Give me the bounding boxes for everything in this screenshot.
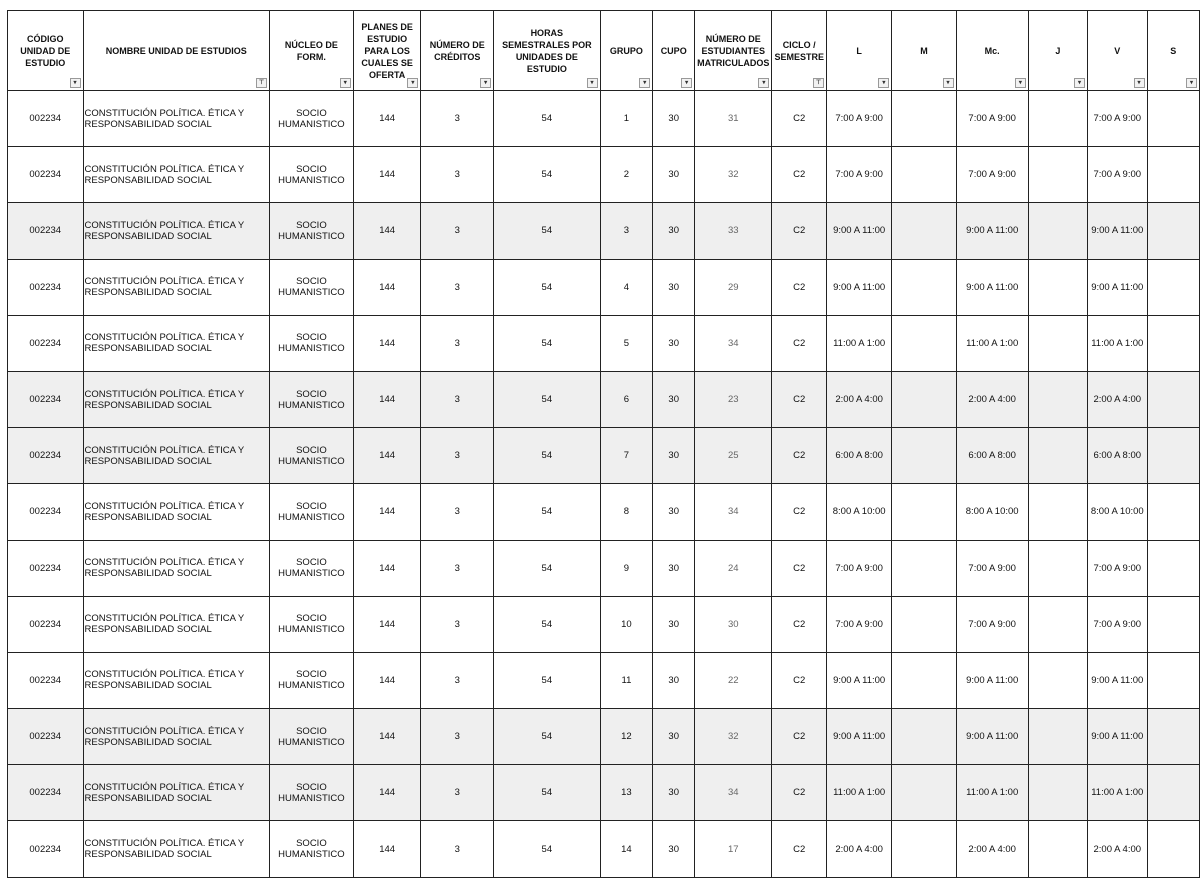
- cell-grupo[interactable]: 13: [600, 765, 653, 821]
- cell-planes[interactable]: 144: [353, 147, 421, 203]
- cell-planes[interactable]: 144: [353, 371, 421, 427]
- cell-nucleo[interactable]: SOCIO HUMANISTICO: [270, 821, 354, 877]
- table-row: [8, 765, 1200, 821]
- cell-matriculados[interactable]: 25: [695, 428, 772, 484]
- filter-dropdown-icon[interactable]: ▾: [1015, 78, 1026, 88]
- table-row: [8, 371, 1200, 427]
- table-row: [8, 147, 1200, 203]
- cell-martes[interactable]: [892, 428, 956, 484]
- cell-codigo[interactable]: 002234: [8, 821, 84, 877]
- table-row: [8, 821, 1200, 877]
- cell-horas[interactable]: 54: [494, 821, 600, 877]
- cell-matriculados[interactable]: 22: [695, 652, 772, 708]
- cell-grupo[interactable]: 10: [600, 596, 653, 652]
- cell-cupo[interactable]: 30: [653, 315, 695, 371]
- filter-dropdown-icon[interactable]: ▾: [70, 78, 81, 88]
- cell-sabado[interactable]: [1147, 259, 1199, 315]
- cell-martes[interactable]: [892, 652, 956, 708]
- cell-nombre[interactable]: CONSTITUCIÓN POLÍTICA. ÉTICA Y RESPONSABILIDAD SOCIAL: [83, 91, 270, 147]
- cell-grupo[interactable]: 4: [600, 259, 653, 315]
- cell-miercoles[interactable]: 7:00 A 9:00: [956, 540, 1028, 596]
- cell-matriculados[interactable]: 34: [695, 484, 772, 540]
- header-label: CUPO: [660, 45, 687, 56]
- column-header-matriculados: [695, 11, 772, 91]
- cell-lunes[interactable]: 7:00 A 9:00: [826, 91, 891, 147]
- cell-cupo[interactable]: 30: [653, 540, 695, 596]
- cell-horas[interactable]: 54: [494, 315, 600, 371]
- header-label: M: [920, 45, 928, 56]
- cell-horas[interactable]: 54: [494, 371, 600, 427]
- column-header-nucleo: [270, 11, 354, 91]
- cell-grupo[interactable]: 5: [600, 315, 653, 371]
- cell-jueves[interactable]: [1028, 203, 1087, 259]
- cell-nombre[interactable]: CONSTITUCIÓN POLÍTICA. ÉTICA Y RESPONSABILIDAD SOCIAL: [83, 652, 270, 708]
- cell-planes[interactable]: 144: [353, 259, 421, 315]
- cell-planes[interactable]: 144: [353, 765, 421, 821]
- cell-viernes[interactable]: 6:00 A 8:00: [1088, 428, 1148, 484]
- cell-ciclo[interactable]: C2: [772, 315, 827, 371]
- cell-horas[interactable]: 54: [494, 540, 600, 596]
- cell-nombre[interactable]: CONSTITUCIÓN POLÍTICA. ÉTICA Y RESPONSABILIDAD SOCIAL: [83, 147, 270, 203]
- header-label: GRUPO: [609, 45, 643, 56]
- cell-codigo[interactable]: 002234: [8, 596, 84, 652]
- cell-martes[interactable]: [892, 259, 956, 315]
- cell-sabado[interactable]: [1147, 147, 1199, 203]
- cell-nucleo[interactable]: SOCIO HUMANISTICO: [270, 540, 354, 596]
- filter-dropdown-icon[interactable]: ▾: [681, 78, 692, 88]
- header-label: J: [1055, 45, 1061, 56]
- table-row: [8, 709, 1200, 765]
- filter-dropdown-icon[interactable]: ▾: [340, 78, 351, 88]
- cell-nombre[interactable]: CONSTITUCIÓN POLÍTICA. ÉTICA Y RESPONSABILIDAD SOCIAL: [83, 203, 270, 259]
- cell-planes[interactable]: 144: [353, 709, 421, 765]
- cell-ciclo[interactable]: C2: [772, 709, 827, 765]
- header-label: PLANES DE ESTUDIO PARA LOS CUALES SE OFERTA: [361, 21, 413, 80]
- cell-sabado[interactable]: [1147, 652, 1199, 708]
- cell-martes[interactable]: [892, 709, 956, 765]
- cell-martes[interactable]: [892, 484, 956, 540]
- cell-creditos[interactable]: 3: [421, 371, 494, 427]
- cell-jueves[interactable]: [1028, 540, 1087, 596]
- cell-jueves[interactable]: [1028, 709, 1087, 765]
- cell-nombre[interactable]: CONSTITUCIÓN POLÍTICA. ÉTICA Y RESPONSABILIDAD SOCIAL: [83, 821, 270, 877]
- cell-cupo[interactable]: 30: [653, 484, 695, 540]
- cell-nucleo[interactable]: SOCIO HUMANISTICO: [270, 428, 354, 484]
- cell-grupo[interactable]: 1: [600, 91, 653, 147]
- cell-ciclo[interactable]: C2: [772, 821, 827, 877]
- cell-cupo[interactable]: 30: [653, 428, 695, 484]
- cell-sabado[interactable]: [1147, 428, 1199, 484]
- cell-sabado[interactable]: [1147, 91, 1199, 147]
- cell-grupo[interactable]: 12: [600, 709, 653, 765]
- cell-horas[interactable]: 54: [494, 147, 600, 203]
- cell-sabado[interactable]: [1147, 596, 1199, 652]
- table-row: [8, 652, 1200, 708]
- cell-jueves[interactable]: [1028, 259, 1087, 315]
- cell-lunes[interactable]: 7:00 A 9:00: [826, 540, 891, 596]
- cell-ciclo[interactable]: C2: [772, 259, 827, 315]
- column-header-sabado: [1147, 11, 1199, 91]
- header-label: NÚMERO DE ESTUDIANTES MATRICULADOS: [697, 33, 770, 68]
- cell-ciclo[interactable]: C2: [772, 147, 827, 203]
- cell-cupo[interactable]: 30: [653, 147, 695, 203]
- filter-dropdown-icon[interactable]: ▾: [1186, 78, 1197, 88]
- cell-planes[interactable]: 144: [353, 821, 421, 877]
- cell-cupo[interactable]: 30: [653, 709, 695, 765]
- cell-jueves[interactable]: [1028, 765, 1087, 821]
- cell-sabado[interactable]: [1147, 709, 1199, 765]
- cell-cupo[interactable]: 30: [653, 203, 695, 259]
- header-label: S: [1170, 45, 1177, 56]
- cell-martes[interactable]: [892, 765, 956, 821]
- cell-nucleo[interactable]: SOCIO HUMANISTICO: [270, 371, 354, 427]
- cell-miercoles[interactable]: 9:00 A 11:00: [956, 259, 1028, 315]
- header-label: NÚMERO DE CRÉDITOS: [429, 39, 485, 62]
- cell-miercoles[interactable]: 7:00 A 9:00: [956, 147, 1028, 203]
- cell-martes[interactable]: [892, 371, 956, 427]
- cell-sabado[interactable]: [1147, 540, 1199, 596]
- filter-dropdown-icon[interactable]: ▾: [878, 78, 889, 88]
- cell-planes[interactable]: 144: [353, 91, 421, 147]
- column-header-planes: [353, 11, 421, 91]
- cell-miercoles[interactable]: 7:00 A 9:00: [956, 91, 1028, 147]
- filter-dropdown-icon[interactable]: ▾: [1074, 78, 1085, 88]
- column-header-creditos: [421, 11, 494, 91]
- cell-martes[interactable]: [892, 203, 956, 259]
- cell-viernes[interactable]: 8:00 A 10:00: [1088, 484, 1148, 540]
- filter-dropdown-icon[interactable]: ▾: [943, 78, 954, 88]
- cell-matriculados[interactable]: 30: [695, 596, 772, 652]
- cell-codigo[interactable]: 002234: [8, 147, 84, 203]
- cell-nombre[interactable]: CONSTITUCIÓN POLÍTICA. ÉTICA Y RESPONSABILIDAD SOCIAL: [83, 540, 270, 596]
- cell-nombre[interactable]: CONSTITUCIÓN POLÍTICA. ÉTICA Y RESPONSABILIDAD SOCIAL: [83, 484, 270, 540]
- cell-creditos[interactable]: 3: [421, 147, 494, 203]
- cell-creditos[interactable]: 3: [421, 540, 494, 596]
- cell-creditos[interactable]: 3: [421, 652, 494, 708]
- cell-miercoles[interactable]: 8:00 A 10:00: [956, 484, 1028, 540]
- cell-creditos[interactable]: 3: [421, 709, 494, 765]
- table-row: [8, 428, 1200, 484]
- cell-matriculados[interactable]: 24: [695, 540, 772, 596]
- table-row: [8, 91, 1200, 147]
- cell-horas[interactable]: 54: [494, 428, 600, 484]
- cell-cupo[interactable]: 30: [653, 371, 695, 427]
- cell-miercoles[interactable]: 9:00 A 11:00: [956, 203, 1028, 259]
- cell-grupo[interactable]: 14: [600, 821, 653, 877]
- cell-ciclo[interactable]: C2: [772, 540, 827, 596]
- cell-viernes[interactable]: 7:00 A 9:00: [1088, 596, 1148, 652]
- table-body: [8, 91, 1200, 878]
- cell-sabado[interactable]: [1147, 821, 1199, 877]
- cell-miercoles[interactable]: 6:00 A 8:00: [956, 428, 1028, 484]
- cell-miercoles[interactable]: 2:00 A 4:00: [956, 371, 1028, 427]
- cell-sabado[interactable]: [1147, 484, 1199, 540]
- cell-lunes[interactable]: 8:00 A 10:00: [826, 484, 891, 540]
- filter-active-icon[interactable]: ⊤: [256, 78, 267, 88]
- cell-nucleo[interactable]: SOCIO HUMANISTICO: [270, 203, 354, 259]
- cell-grupo[interactable]: 7: [600, 428, 653, 484]
- cell-creditos[interactable]: 3: [421, 259, 494, 315]
- column-header-nombre: [83, 11, 270, 91]
- cell-nombre[interactable]: CONSTITUCIÓN POLÍTICA. ÉTICA Y RESPONSABILIDAD SOCIAL: [83, 596, 270, 652]
- cell-planes[interactable]: 144: [353, 428, 421, 484]
- cell-miercoles[interactable]: 2:00 A 4:00: [956, 821, 1028, 877]
- cell-planes[interactable]: 144: [353, 484, 421, 540]
- cell-horas[interactable]: 54: [494, 765, 600, 821]
- filter-dropdown-icon[interactable]: ▾: [639, 78, 650, 88]
- cell-viernes[interactable]: 7:00 A 9:00: [1088, 147, 1148, 203]
- cell-lunes[interactable]: 11:00 A 1:00: [826, 765, 891, 821]
- cell-planes[interactable]: 144: [353, 652, 421, 708]
- cell-matriculados[interactable]: 32: [695, 147, 772, 203]
- column-header-ciclo: [772, 11, 827, 91]
- cell-viernes[interactable]: 2:00 A 4:00: [1088, 371, 1148, 427]
- cell-martes[interactable]: [892, 315, 956, 371]
- cell-creditos[interactable]: 3: [421, 765, 494, 821]
- cell-cupo[interactable]: 30: [653, 259, 695, 315]
- cell-cupo[interactable]: 30: [653, 91, 695, 147]
- cell-ciclo[interactable]: C2: [772, 91, 827, 147]
- cell-nombre[interactable]: CONSTITUCIÓN POLÍTICA. ÉTICA Y RESPONSABILIDAD SOCIAL: [83, 765, 270, 821]
- cell-codigo[interactable]: 002234: [8, 203, 84, 259]
- header-row: [8, 11, 1200, 91]
- cell-lunes[interactable]: 9:00 A 11:00: [826, 259, 891, 315]
- cell-nombre[interactable]: CONSTITUCIÓN POLÍTICA. ÉTICA Y RESPONSABILIDAD SOCIAL: [83, 259, 270, 315]
- cell-matriculados[interactable]: 34: [695, 315, 772, 371]
- table-row: [8, 596, 1200, 652]
- header-label: HORAS SEMESTRALES POR UNIDADES DE ESTUDIO: [502, 27, 592, 74]
- filter-dropdown-icon[interactable]: ▾: [587, 78, 598, 88]
- cell-grupo[interactable]: 2: [600, 147, 653, 203]
- filter-dropdown-icon[interactable]: ▾: [480, 78, 491, 88]
- cell-horas[interactable]: 54: [494, 259, 600, 315]
- cell-creditos[interactable]: 3: [421, 596, 494, 652]
- cell-planes[interactable]: 144: [353, 203, 421, 259]
- table-row: [8, 315, 1200, 371]
- cell-lunes[interactable]: 6:00 A 8:00: [826, 428, 891, 484]
- cell-horas[interactable]: 54: [494, 484, 600, 540]
- cell-martes[interactable]: [892, 147, 956, 203]
- header-label: NÚCLEO DE FORM.: [284, 39, 338, 62]
- cell-matriculados[interactable]: 32: [695, 709, 772, 765]
- cell-jueves[interactable]: [1028, 596, 1087, 652]
- cell-viernes[interactable]: 7:00 A 9:00: [1088, 540, 1148, 596]
- cell-grupo[interactable]: 3: [600, 203, 653, 259]
- filter-dropdown-icon[interactable]: ▾: [758, 78, 769, 88]
- table-row: [8, 484, 1200, 540]
- cell-nucleo[interactable]: SOCIO HUMANISTICO: [270, 147, 354, 203]
- cell-ciclo[interactable]: C2: [772, 203, 827, 259]
- column-header-martes: [892, 11, 956, 91]
- cell-nucleo[interactable]: SOCIO HUMANISTICO: [270, 315, 354, 371]
- cell-codigo[interactable]: 002234: [8, 484, 84, 540]
- cell-grupo[interactable]: 9: [600, 540, 653, 596]
- cell-viernes[interactable]: 11:00 A 1:00: [1088, 765, 1148, 821]
- cell-codigo[interactable]: 002234: [8, 540, 84, 596]
- cell-nombre[interactable]: CONSTITUCIÓN POLÍTICA. ÉTICA Y RESPONSABILIDAD SOCIAL: [83, 709, 270, 765]
- cell-sabado[interactable]: [1147, 765, 1199, 821]
- cell-sabado[interactable]: [1147, 371, 1199, 427]
- cell-lunes[interactable]: 7:00 A 9:00: [826, 147, 891, 203]
- cell-jueves[interactable]: [1028, 315, 1087, 371]
- cell-nucleo[interactable]: SOCIO HUMANISTICO: [270, 765, 354, 821]
- cell-nombre[interactable]: CONSTITUCIÓN POLÍTICA. ÉTICA Y RESPONSABILIDAD SOCIAL: [83, 371, 270, 427]
- cell-creditos[interactable]: 3: [421, 315, 494, 371]
- cell-codigo[interactable]: 002234: [8, 765, 84, 821]
- header-label: L: [856, 45, 862, 56]
- cell-cupo[interactable]: 30: [653, 596, 695, 652]
- cell-ciclo[interactable]: C2: [772, 652, 827, 708]
- cell-nucleo[interactable]: SOCIO HUMANISTICO: [270, 259, 354, 315]
- cell-creditos[interactable]: 3: [421, 91, 494, 147]
- cell-miercoles[interactable]: 9:00 A 11:00: [956, 709, 1028, 765]
- cell-viernes[interactable]: 9:00 A 11:00: [1088, 709, 1148, 765]
- cell-codigo[interactable]: 002234: [8, 428, 84, 484]
- cell-jueves[interactable]: [1028, 371, 1087, 427]
- cell-miercoles[interactable]: 9:00 A 11:00: [956, 652, 1028, 708]
- cell-ciclo[interactable]: C2: [772, 484, 827, 540]
- cell-horas[interactable]: 54: [494, 709, 600, 765]
- cell-cupo[interactable]: 30: [653, 652, 695, 708]
- cell-jueves[interactable]: [1028, 428, 1087, 484]
- cell-nucleo[interactable]: SOCIO HUMANISTICO: [270, 596, 354, 652]
- course-schedule-table: [7, 10, 1200, 878]
- cell-jueves[interactable]: [1028, 91, 1087, 147]
- cell-horas[interactable]: 54: [494, 596, 600, 652]
- column-header-cupo: [653, 11, 695, 91]
- header-label: NOMBRE UNIDAD DE ESTUDIOS: [105, 45, 247, 56]
- cell-miercoles[interactable]: 7:00 A 9:00: [956, 596, 1028, 652]
- cell-viernes[interactable]: 9:00 A 11:00: [1088, 259, 1148, 315]
- cell-codigo[interactable]: 002234: [8, 315, 84, 371]
- cell-martes[interactable]: [892, 596, 956, 652]
- cell-martes[interactable]: [892, 540, 956, 596]
- cell-sabado[interactable]: [1147, 203, 1199, 259]
- column-header-grupo: [600, 11, 653, 91]
- cell-lunes[interactable]: 2:00 A 4:00: [826, 371, 891, 427]
- cell-creditos[interactable]: 3: [421, 484, 494, 540]
- cell-horas[interactable]: 54: [494, 91, 600, 147]
- cell-planes[interactable]: 144: [353, 315, 421, 371]
- cell-planes[interactable]: 144: [353, 596, 421, 652]
- cell-grupo[interactable]: 11: [600, 652, 653, 708]
- cell-nucleo[interactable]: SOCIO HUMANISTICO: [270, 709, 354, 765]
- cell-creditos[interactable]: 3: [421, 428, 494, 484]
- cell-jueves[interactable]: [1028, 821, 1087, 877]
- cell-viernes[interactable]: 9:00 A 11:00: [1088, 203, 1148, 259]
- cell-codigo[interactable]: 002234: [8, 709, 84, 765]
- cell-viernes[interactable]: 2:00 A 4:00: [1088, 821, 1148, 877]
- cell-creditos[interactable]: 3: [421, 203, 494, 259]
- table-row: [8, 259, 1200, 315]
- cell-matriculados[interactable]: 23: [695, 371, 772, 427]
- cell-jueves[interactable]: [1028, 652, 1087, 708]
- filter-dropdown-icon[interactable]: ▾: [1134, 78, 1145, 88]
- cell-ciclo[interactable]: C2: [772, 428, 827, 484]
- cell-codigo[interactable]: 002234: [8, 259, 84, 315]
- cell-nucleo[interactable]: SOCIO HUMANISTICO: [270, 91, 354, 147]
- cell-lunes[interactable]: 7:00 A 9:00: [826, 596, 891, 652]
- cell-horas[interactable]: 54: [494, 203, 600, 259]
- cell-matriculados[interactable]: 29: [695, 259, 772, 315]
- cell-miercoles[interactable]: 11:00 A 1:00: [956, 765, 1028, 821]
- cell-ciclo[interactable]: C2: [772, 765, 827, 821]
- table-row: [8, 540, 1200, 596]
- cell-creditos[interactable]: 3: [421, 821, 494, 877]
- cell-jueves[interactable]: [1028, 484, 1087, 540]
- cell-horas[interactable]: 54: [494, 652, 600, 708]
- filter-dropdown-icon[interactable]: ▾: [407, 78, 418, 88]
- cell-grupo[interactable]: 6: [600, 371, 653, 427]
- cell-matriculados[interactable]: 33: [695, 203, 772, 259]
- column-header-viernes: [1088, 11, 1148, 91]
- header-label: CÓDIGO UNIDAD DE ESTUDIO: [20, 33, 71, 68]
- header-label: CICLO / SEMESTRE: [774, 39, 824, 62]
- cell-nombre[interactable]: CONSTITUCIÓN POLÍTICA. ÉTICA Y RESPONSABILIDAD SOCIAL: [83, 315, 270, 371]
- cell-miercoles[interactable]: 11:00 A 1:00: [956, 315, 1028, 371]
- cell-martes[interactable]: [892, 91, 956, 147]
- cell-viernes[interactable]: 9:00 A 11:00: [1088, 652, 1148, 708]
- cell-codigo[interactable]: 002234: [8, 91, 84, 147]
- cell-matriculados[interactable]: 34: [695, 765, 772, 821]
- filter-active-icon[interactable]: ⊤: [813, 78, 824, 88]
- cell-sabado[interactable]: [1147, 315, 1199, 371]
- cell-cupo[interactable]: 30: [653, 821, 695, 877]
- header-label: Mc.: [984, 45, 1000, 56]
- cell-nucleo[interactable]: SOCIO HUMANISTICO: [270, 652, 354, 708]
- table-row: [8, 203, 1200, 259]
- cell-matriculados[interactable]: 17: [695, 821, 772, 877]
- cell-codigo[interactable]: 002234: [8, 652, 84, 708]
- cell-matriculados[interactable]: 31: [695, 91, 772, 147]
- cell-lunes[interactable]: 2:00 A 4:00: [826, 821, 891, 877]
- column-header-miercoles: [956, 11, 1028, 91]
- header-label: V: [1114, 45, 1121, 56]
- column-header-lunes: [826, 11, 891, 91]
- cell-lunes[interactable]: 11:00 A 1:00: [826, 315, 891, 371]
- cell-martes[interactable]: [892, 821, 956, 877]
- cell-jueves[interactable]: [1028, 147, 1087, 203]
- cell-lunes[interactable]: 9:00 A 11:00: [826, 652, 891, 708]
- cell-viernes[interactable]: 11:00 A 1:00: [1088, 315, 1148, 371]
- cell-nucleo[interactable]: SOCIO HUMANISTICO: [270, 484, 354, 540]
- column-header-horas: [494, 11, 600, 91]
- cell-lunes[interactable]: 9:00 A 11:00: [826, 709, 891, 765]
- cell-viernes[interactable]: 7:00 A 9:00: [1088, 91, 1148, 147]
- cell-nombre[interactable]: CONSTITUCIÓN POLÍTICA. ÉTICA Y RESPONSABILIDAD SOCIAL: [83, 428, 270, 484]
- cell-lunes[interactable]: 9:00 A 11:00: [826, 203, 891, 259]
- cell-cupo[interactable]: 30: [653, 765, 695, 821]
- cell-grupo[interactable]: 8: [600, 484, 653, 540]
- cell-ciclo[interactable]: C2: [772, 371, 827, 427]
- cell-codigo[interactable]: 002234: [8, 371, 84, 427]
- column-header-codigo: [8, 11, 84, 91]
- cell-planes[interactable]: 144: [353, 540, 421, 596]
- cell-ciclo[interactable]: C2: [772, 596, 827, 652]
- column-header-jueves: [1028, 11, 1087, 91]
